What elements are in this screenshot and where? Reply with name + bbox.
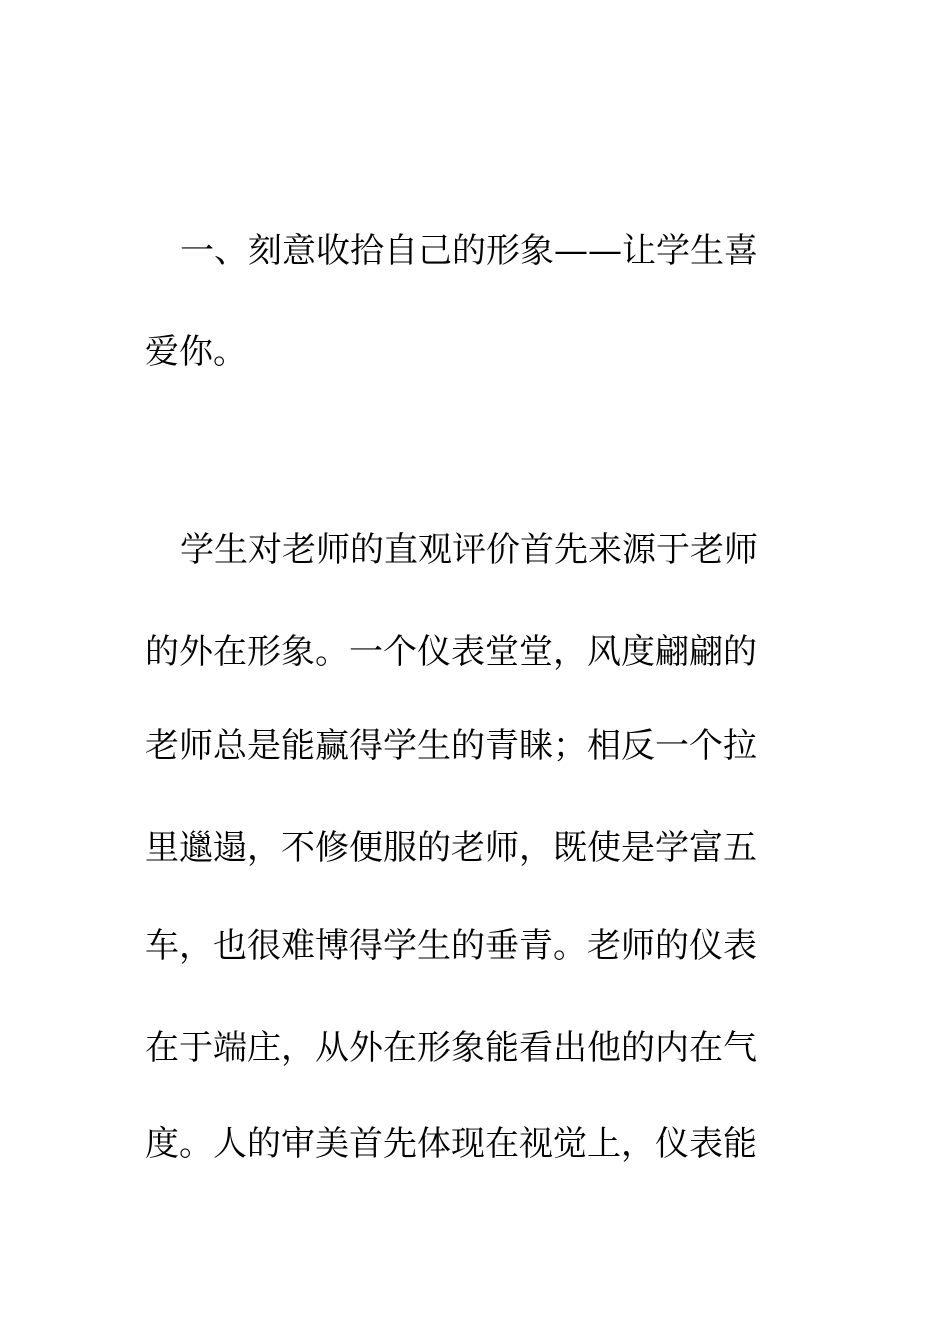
paragraph-line-4: 里邋遢，不修便服的老师，既使是学富五 xyxy=(145,828,757,868)
paragraph-line-7: 度。人的审美首先体现在视觉上，仪表能 xyxy=(145,1124,757,1164)
paragraph-line-3: 老师总是能赢得学生的青睐；相反一个拉 xyxy=(145,726,757,766)
paragraph-line-5: 车，也很难博得学生的垂青。老师的仪表 xyxy=(145,926,757,966)
heading-line-2: 爱你。 xyxy=(145,332,247,372)
paragraph-line-6: 在于端庄，从外在形象能看出他的内在气 xyxy=(145,1028,757,1068)
paragraph-line-2: 的外在形象。一个仪表堂堂，风度翩翩的 xyxy=(145,632,757,672)
heading-line-1: 一、刻意收拾自己的形象——让学生喜 xyxy=(180,231,758,271)
paragraph-line-1: 学生对老师的直观评价首先来源于老师 xyxy=(180,530,758,570)
